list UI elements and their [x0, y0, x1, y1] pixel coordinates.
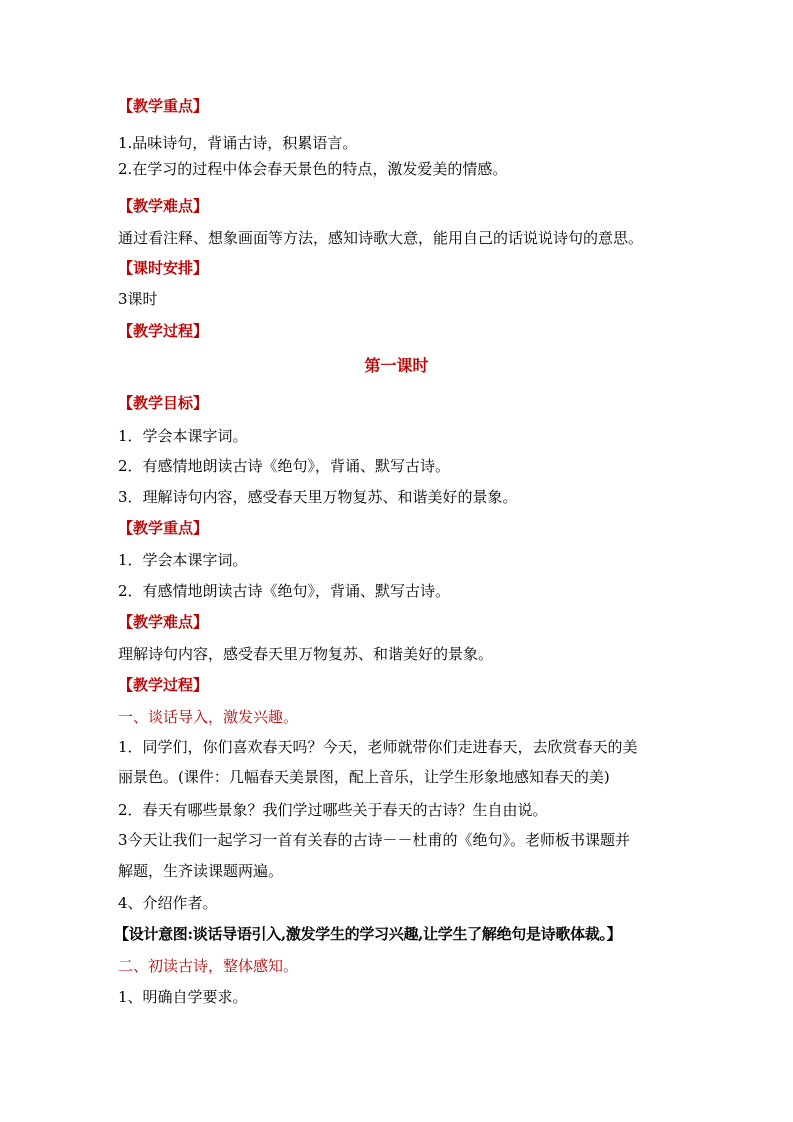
body-text: 解题，生齐读课题两遍。	[118, 862, 284, 880]
body-text: 丽景色。(课件：几幅春天美景图，配上音乐，让学生形象地感知春天的美)	[118, 768, 610, 786]
heading-teaching-focus: 【教学重点】	[118, 97, 209, 115]
body-text: 1.品味诗句，背诵古诗，积累语言。	[118, 134, 358, 152]
heading-teaching-difficulty: 【教学难点】	[118, 613, 209, 631]
body-text: 3课时	[118, 290, 158, 308]
section-heading: 一、谈话导入，激发兴趣。	[118, 708, 299, 726]
heading-class-schedule: 【课时安排】	[118, 259, 209, 277]
lesson-title: 第一课时	[364, 356, 429, 375]
body-text: 2．有感情地朗读古诗《绝句》，背诵、默写古诗。	[118, 582, 451, 600]
body-text: 2.在学习的过程中体会春天景色的特点，激发爱美的情感。	[118, 160, 508, 178]
body-text: 1．同学们，你们喜欢春天吗？今天，老师就带你们走进春天，去欣赏春天的美	[118, 738, 638, 756]
heading-teaching-goals: 【教学目标】	[118, 394, 209, 412]
body-text: 1．学会本课字词。	[118, 551, 248, 569]
body-text: 2．有感情地朗读古诗《绝句》，背诵、默写古诗。	[118, 457, 451, 475]
body-text: 1．学会本课字词。	[118, 427, 248, 445]
body-text: 3．理解诗句内容，感受春天里万物复苏、和谐美好的景象。	[118, 488, 518, 506]
section-heading: 二、初读古诗，整体感知。	[118, 957, 299, 975]
body-text: 3今天让我们一起学习一首有关春的古诗－－杜甫的《绝句》。老师板书课题并	[118, 831, 631, 849]
body-text: 4、介绍作者。	[118, 894, 218, 912]
design-intent-note: 【设计意图:谈话导语引入,激发学生的学习兴趣,让学生了解绝句是诗歌体裁。】	[114, 925, 622, 943]
heading-teaching-process: 【教学过程】	[118, 322, 209, 340]
body-text: 通过看注释、想象画面等方法，感知诗歌大意，能用自己的话说说诗句的意思。	[118, 229, 644, 247]
heading-teaching-process: 【教学过程】	[118, 676, 209, 694]
heading-teaching-focus: 【教学重点】	[118, 519, 209, 537]
body-text: 2．春天有哪些景象？我们学过哪些关于春天的古诗？生自由说。	[118, 801, 548, 819]
body-text: 理解诗句内容，感受春天里万物复苏、和谐美好的景象。	[118, 645, 494, 663]
heading-teaching-difficulty: 【教学难点】	[118, 197, 209, 215]
body-text: 1、明确自学要求。	[118, 988, 248, 1006]
